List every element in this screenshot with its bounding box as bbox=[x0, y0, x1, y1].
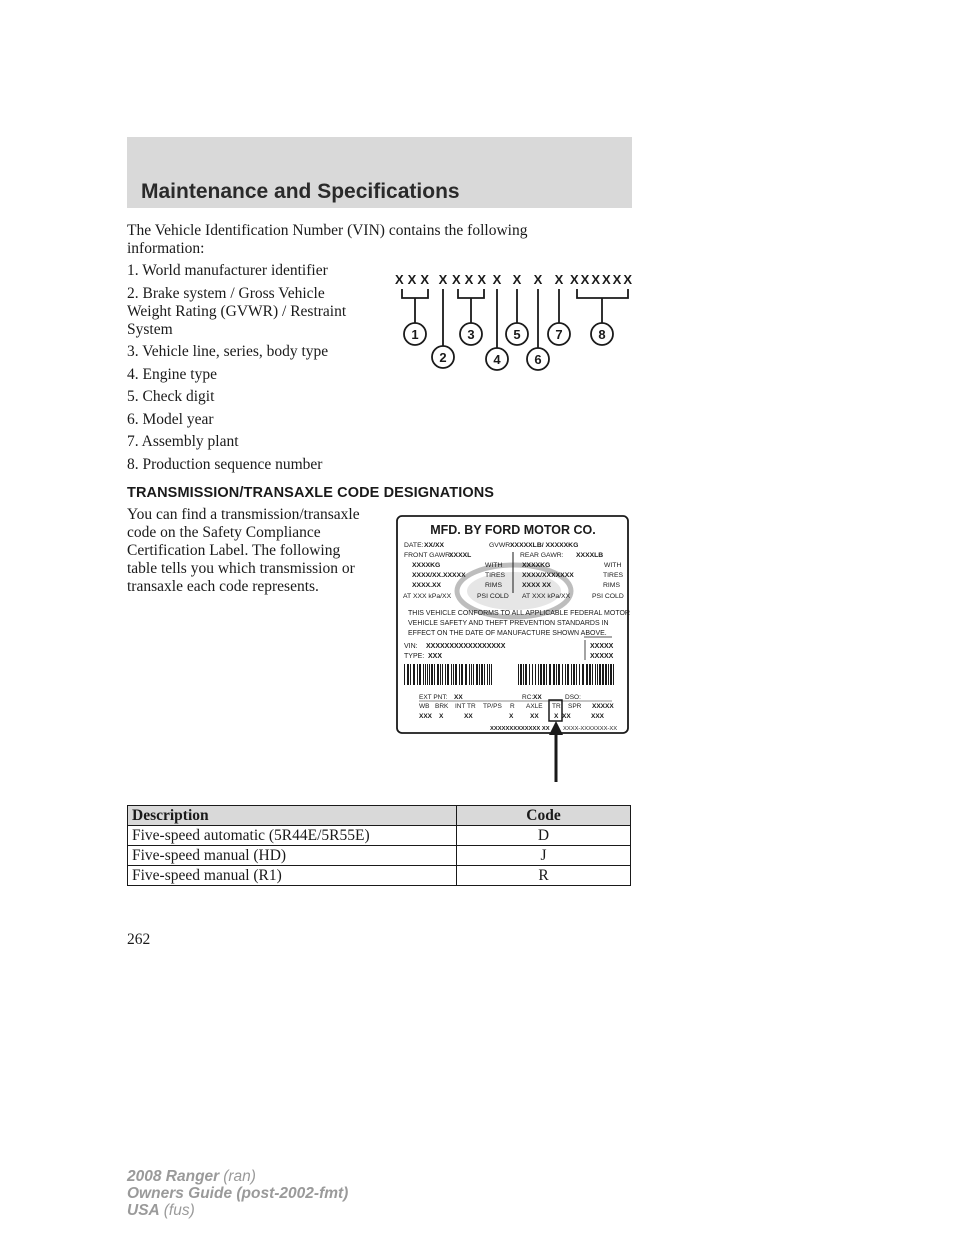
barcode-bar bbox=[489, 664, 490, 685]
brk-label: BRK bbox=[435, 703, 449, 710]
gvwr-value: XXXXXLB/ XXXXXKG bbox=[510, 542, 579, 549]
type-value: XXX bbox=[428, 653, 443, 660]
barcode-bar bbox=[532, 664, 533, 685]
certification-label-diagram bbox=[392, 512, 632, 787]
rc-value: XX bbox=[533, 694, 542, 701]
rear-rim-value: XXXX XX bbox=[522, 582, 552, 589]
barcode-bar bbox=[520, 664, 522, 685]
barcode-bar bbox=[451, 664, 452, 685]
barcode-bar bbox=[465, 664, 467, 685]
barcode-bar bbox=[491, 664, 492, 685]
barcode-bar bbox=[479, 664, 480, 685]
barcode-bar bbox=[484, 664, 485, 685]
table-row bbox=[128, 826, 631, 846]
vin-bracket-1 bbox=[402, 289, 428, 298]
label-title: MFD. BY FORD MOTOR CO. bbox=[430, 523, 596, 537]
table-cell-code: D bbox=[457, 826, 631, 846]
footer-model-code: (ran) bbox=[223, 1168, 256, 1185]
int-tr-label: INT TR bbox=[455, 703, 476, 710]
front-rim-value: XXXX.XX bbox=[412, 582, 442, 589]
footer-model: 2008 Ranger bbox=[127, 1168, 220, 1185]
int-tr-value: XX bbox=[464, 713, 473, 720]
list-item: 5. Check digit bbox=[127, 388, 215, 405]
table-cell-code: R bbox=[457, 866, 631, 886]
barcode-bar bbox=[592, 664, 593, 685]
vin-group-7: X bbox=[554, 272, 564, 287]
barcode-bar bbox=[471, 664, 472, 685]
rc-label: RC: bbox=[522, 694, 534, 701]
with-right: WITH bbox=[604, 562, 622, 569]
header-description: Description bbox=[128, 806, 457, 826]
barcode-bar bbox=[442, 664, 443, 685]
barcode-bar bbox=[610, 664, 612, 685]
vin-callout-5: 5 bbox=[513, 327, 521, 342]
barcode-bar bbox=[571, 664, 572, 685]
front-kg-value: XXXXKG bbox=[412, 562, 441, 569]
transmission-paragraph: You can find a transmission/transaxle code on the Safety Compliance Certification Label. The following table tells you which transmission or transaxle each code represents. bbox=[127, 506, 360, 595]
vin-item-list bbox=[127, 262, 372, 478]
barcode-bar bbox=[423, 664, 424, 685]
dso-label: DSO: bbox=[565, 694, 581, 701]
front-gawr-value: XXXXL bbox=[449, 552, 472, 559]
barcode-bar bbox=[553, 664, 555, 685]
barcode-bar bbox=[434, 664, 435, 685]
barcode-bar bbox=[459, 664, 460, 685]
barcode-bar bbox=[437, 664, 439, 685]
vin-group-5: X bbox=[512, 272, 522, 287]
list-item: 1. World manufacturer identifier bbox=[127, 262, 328, 279]
barcode-bar bbox=[425, 664, 426, 685]
vin-bracket-8 bbox=[577, 289, 628, 298]
barcode-bar bbox=[535, 664, 536, 685]
footer-market: USA bbox=[127, 1202, 160, 1219]
tr-value: X bbox=[554, 713, 559, 720]
rear-kg-value: XXXXKG bbox=[522, 562, 551, 569]
document-footer bbox=[127, 1168, 348, 1219]
rims-right: RIMS bbox=[603, 582, 620, 589]
table-cell-code: J bbox=[457, 846, 631, 866]
tr-label: TR bbox=[552, 703, 561, 710]
barcode-bar bbox=[476, 664, 478, 685]
barcode-bar bbox=[453, 664, 454, 685]
table-cell-description: Five-speed manual (HD) bbox=[128, 846, 457, 866]
vin-diagram bbox=[392, 268, 642, 378]
list-item: 6. Model year bbox=[127, 410, 214, 428]
wb-label: WB bbox=[419, 703, 430, 710]
barcode-bar bbox=[407, 664, 409, 685]
barcode-bar bbox=[447, 664, 449, 685]
barcode-bar bbox=[404, 664, 405, 685]
barcode-bar bbox=[613, 664, 614, 685]
barcode-bar bbox=[567, 664, 569, 685]
vin-label: VIN: bbox=[404, 643, 418, 650]
barcode-bar bbox=[586, 664, 588, 685]
footer-line-1 bbox=[127, 1168, 348, 1185]
vin-group-8: XXXXXX bbox=[569, 272, 635, 287]
barcode-bar bbox=[589, 664, 591, 685]
front-gawr-label: FRONT GAWR: bbox=[404, 552, 452, 559]
footer-line-3 bbox=[127, 1202, 348, 1219]
table-row bbox=[128, 866, 631, 886]
section-heading: TRANSMISSION/TRANSAXLE CODE DESIGNATIONS bbox=[127, 485, 495, 501]
barcode-bar bbox=[582, 664, 584, 685]
list-item: 4. Engine type bbox=[127, 365, 217, 383]
footer-guide: Owners Guide (post-2002-fmt) bbox=[127, 1185, 349, 1202]
gvwr-label: GVWR: bbox=[489, 542, 513, 549]
table-header-row bbox=[128, 806, 631, 826]
list-item: 8. Production sequence number bbox=[127, 455, 323, 473]
barcode-bar bbox=[565, 664, 566, 685]
rims-left: RIMS bbox=[485, 582, 502, 589]
list-item: 7. Assembly plant bbox=[127, 433, 239, 450]
barcode-bar bbox=[558, 664, 560, 685]
type-label: TYPE: bbox=[404, 653, 425, 660]
barcode-bar bbox=[473, 664, 474, 685]
barcode-bar bbox=[573, 664, 575, 685]
vin-group-6: X bbox=[533, 272, 543, 287]
barcode-bar bbox=[549, 664, 551, 685]
barcode-bar bbox=[576, 664, 577, 685]
barcode-bar bbox=[518, 664, 519, 685]
r-value: X bbox=[509, 713, 514, 720]
transmission-code-table bbox=[127, 805, 631, 886]
barcode-bar bbox=[440, 664, 441, 685]
front-tire-value: XXXX/XX.XXXXX bbox=[412, 572, 466, 579]
vin-group-3: XXX bbox=[451, 272, 491, 287]
list-item: 3. Vehicle line, series, body type bbox=[127, 343, 329, 360]
ext-paint-value: XX bbox=[454, 694, 463, 701]
spr-extra-value: XXXXX bbox=[592, 703, 614, 710]
section-title: Maintenance and Specifications bbox=[141, 180, 460, 203]
barcode-bar bbox=[529, 664, 530, 685]
vin-group-4: X bbox=[492, 272, 502, 287]
with-left: WITH bbox=[485, 562, 503, 569]
vin-bracket-3 bbox=[458, 289, 484, 298]
psi-cold-right: PSI COLD bbox=[592, 593, 624, 600]
conformance-line-2: VEHICLE SAFETY AND THEFT PREVENTION STANDARDS IN bbox=[408, 620, 609, 627]
vin-callout-8: 8 bbox=[598, 327, 606, 342]
spr-label: SPR bbox=[568, 703, 582, 710]
label-part-number: XXXX-XXXXXXX-XX bbox=[563, 726, 618, 732]
tp-ps-label: TP/PS bbox=[483, 703, 502, 710]
conformance-line-3: EFFECT ON THE DATE OF MANUFACTURE SHOWN ABOVE. bbox=[408, 630, 607, 637]
barcode-bar bbox=[431, 664, 433, 685]
barcode-bar bbox=[543, 664, 545, 685]
vin-callout-3: 3 bbox=[467, 327, 475, 342]
front-pressure-value: AT XXX kPa/XX bbox=[403, 593, 452, 600]
vin-callout-4: 4 bbox=[493, 352, 501, 367]
table-row bbox=[128, 846, 631, 866]
vin-callout-6: 6 bbox=[534, 352, 542, 367]
barcode-bar bbox=[556, 664, 557, 685]
vin-callout-7: 7 bbox=[555, 327, 563, 342]
footer-market-code: (fus) bbox=[163, 1202, 195, 1219]
barcode-bar bbox=[525, 664, 527, 685]
tires-left: TIRES bbox=[485, 572, 506, 579]
header-code: Code bbox=[457, 806, 631, 826]
spr-value: XX bbox=[562, 713, 571, 720]
rear-gawr-label: REAR GAWR: bbox=[520, 552, 564, 559]
ext-paint-label: EXT PNT: bbox=[419, 694, 448, 701]
barcode-bar bbox=[562, 664, 563, 685]
conformance-line-1: THIS VEHICLE CONFORMS TO ALL APPLICABLE FEDERAL MOTOR bbox=[408, 610, 630, 617]
table-cell-description: Five-speed manual (R1) bbox=[128, 866, 457, 886]
vin-callout-1: 1 bbox=[411, 327, 419, 342]
page-number: 262 bbox=[127, 931, 151, 948]
barcode-bar bbox=[413, 664, 415, 685]
date-value: XX/XX bbox=[424, 542, 445, 549]
intro-paragraph: The Vehicle Identification Number (VIN) contains the following information: bbox=[127, 222, 528, 257]
axle-value: XX bbox=[530, 713, 539, 720]
rear-tire-value: XXXX/XXXXXXX bbox=[522, 572, 574, 579]
label-box-value-1: XXXXX bbox=[590, 643, 614, 650]
barcode-bar bbox=[427, 664, 428, 685]
barcode-bar bbox=[419, 664, 421, 685]
vin-value: XXXXXXXXXXXXXXXXX bbox=[426, 643, 506, 650]
section-header-band bbox=[127, 137, 632, 208]
barcode-bar bbox=[461, 664, 463, 685]
barcode-bar bbox=[445, 664, 446, 685]
barcode-bar bbox=[523, 664, 524, 685]
label-box-value-2: XXXXX bbox=[590, 653, 614, 660]
barcode-bar bbox=[481, 664, 483, 685]
brk-value: X bbox=[439, 713, 444, 720]
barcode-bar bbox=[595, 664, 596, 685]
psi-cold-left: PSI COLD bbox=[477, 593, 509, 600]
r-label: R bbox=[510, 703, 515, 710]
barcode-bar bbox=[417, 664, 418, 685]
vin-group-1: XXX bbox=[394, 272, 434, 287]
barcode-bar bbox=[608, 664, 609, 685]
vin-callout-2: 2 bbox=[439, 350, 447, 365]
barcode-bar bbox=[487, 664, 488, 685]
label-footer-code: XXXXXXXXXXXXX XX bbox=[490, 726, 550, 732]
tires-right: TIRES bbox=[603, 572, 624, 579]
barcode-bar bbox=[602, 664, 604, 685]
barcode-bar bbox=[546, 664, 547, 685]
barcode-bar bbox=[429, 664, 430, 685]
barcode-bar bbox=[579, 664, 580, 685]
table-cell-description: Five-speed automatic (5R44E/5R55E) bbox=[128, 826, 457, 846]
date-label: DATE: bbox=[404, 542, 424, 549]
footer-line-2 bbox=[127, 1185, 348, 1202]
barcode-bar bbox=[605, 664, 607, 685]
barcode-bar bbox=[538, 664, 539, 685]
barcode-bar bbox=[597, 664, 598, 685]
rear-pressure-value: AT XXX kPa/XX bbox=[522, 593, 571, 600]
barcode-bar bbox=[599, 664, 601, 685]
wb-value: XXX bbox=[419, 713, 433, 720]
spr-extra-value-2: XXX bbox=[591, 713, 605, 720]
rear-gawr-value: XXXXLB bbox=[576, 552, 604, 559]
barcode-bar bbox=[410, 664, 411, 685]
vin-group-2: X bbox=[438, 272, 448, 287]
axle-label: AXLE bbox=[526, 703, 543, 710]
barcode-bar bbox=[540, 664, 542, 685]
barcode-bar bbox=[469, 664, 470, 685]
list-item: 2. Brake system / Gross Vehicle Weight Rating (GVWR) / Restraint System bbox=[127, 284, 347, 338]
barcode-bar bbox=[455, 664, 457, 685]
